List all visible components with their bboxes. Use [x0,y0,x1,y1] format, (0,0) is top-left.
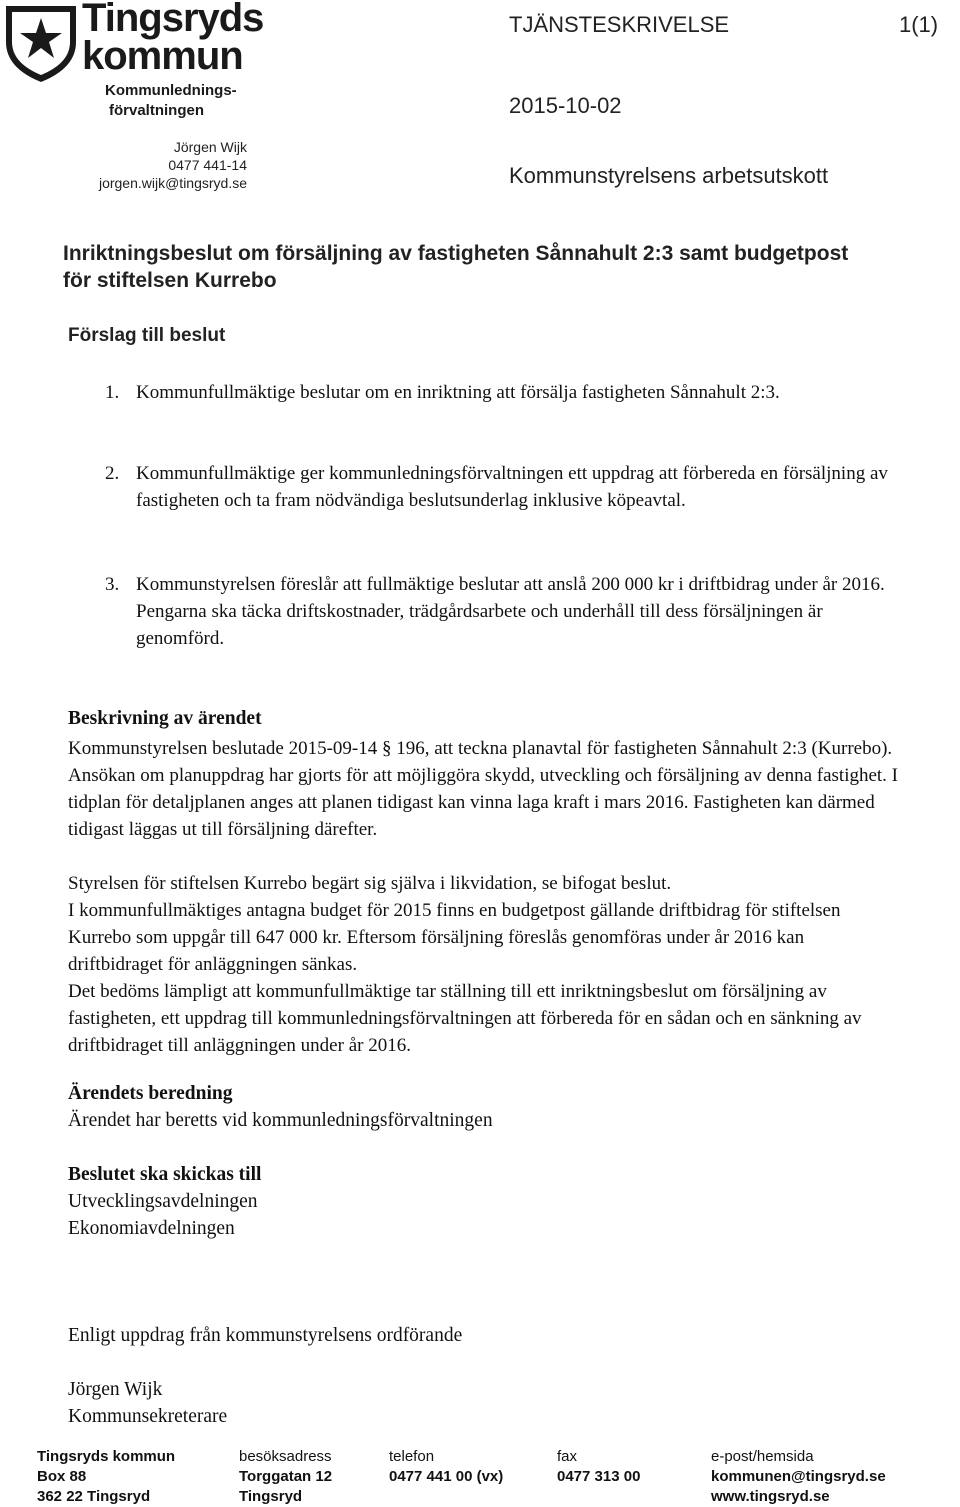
description-paragraph: Kommunstyrelsen beslutade 2015-09-14 § 196, att teckna planavtal för fastigheten Sånnahult 2:3 (Kurrebo). Ansökan om planuppdrag har gjorts för att möjliggöra skydd, utveckling och försäljning av denna fastighet. I tidplan för detaljplanen anges att planen tidigast kan vinna laga kraft i mars 2016. Fastigheten kan därmed tidigast läggas ut till försäljning därefter. [68,738,899,840]
proposal-item [105,571,900,652]
signature-role: Kommunsekreterare [68,1406,228,1427]
document-date: 2015-10-02 [509,93,622,118]
sender-name: Jörgen Wijk [173,139,247,155]
send-to-recipient: Ekonomiavdelningen [68,1218,235,1239]
logo-department-line2: förvaltningen [109,102,205,119]
footer-fax-label: fax [557,1448,578,1465]
proposal-item-text: Kommunfullmäktige beslutar om en inriktning att försälja fastigheten Sånnahult 2:3. [136,382,780,403]
footer-phone [389,1447,503,1487]
page-number: 1(1) [899,12,939,37]
logo-wordmark-line1: Tingsryds [82,0,264,40]
footer-visit-address [239,1447,332,1507]
signature-mandate: Enligt uppdrag från kommunstyrelsens ordförande [68,1325,463,1346]
coat-of-arms-icon [2,2,80,84]
send-to-heading: Beslutet ska skickas till [68,1164,262,1185]
send-to-recipient: Utvecklingsavdelningen [68,1191,258,1212]
proposal-item-text: Kommunfullmäktige ger kommunledningsförvaltningen ett uppdrag att förbereda en försäljning av fastigheten och ta fram nödvändiga beslutsunderlag inklusive köpeavtal. [136,463,888,511]
municipality-logo [2,0,264,122]
proposal-item [105,460,900,514]
footer-fax [557,1447,640,1487]
footer-visit-street: Torggatan 12 [239,1468,333,1485]
footer-phone-number: 0477 441 00 (vx) [389,1468,504,1485]
footer-visit-city: Tingsryd [239,1488,303,1505]
description-paragraph: I kommunfullmäktiges antagna budget för 2015 finns en budgetpost gällande driftbidrag för stiftelsen Kurrebo som uppgår till 647 000 kr. Eftersom försäljning föreslås genomföras under år 2016 kan driftbidraget för anläggningen sänkas. [68,900,841,975]
footer-website-link[interactable]: www.tingsryd.se [711,1488,830,1505]
footer-org-city: 362 22 Tingsryd [37,1488,151,1505]
recipient: Kommunstyrelsens arbetsutskott [509,163,829,188]
description-paragraph: Det bedöms lämpligt att kommunfullmäktige tar ställning till ett inriktningsbeslut om försäljning av fastigheten, ett uppdrag till kommunledningsförvaltningen att förbereda för en sådan och en sänkning av driftbidraget till anläggningen under år 2016. [68,981,862,1056]
document-type: TJÄNSTESKRIVELSE [509,12,730,37]
footer-organization [37,1447,175,1507]
footer-org-name: Tingsryds kommun [37,1448,176,1465]
logo-wordmark-line2: kommun [82,34,243,78]
signature-name: Jörgen Wijk [68,1379,163,1400]
preparation-heading: Ärendets beredning [68,1083,233,1104]
footer-org-box: Box 88 [37,1468,87,1485]
preparation-text: Ärendet har beretts vid kommunledningsförvaltningen [68,1110,493,1131]
proposal-item-number: 1. [105,382,120,403]
proposal-item [105,379,900,406]
footer-web [711,1447,886,1507]
proposal-heading: Förslag till beslut [68,325,226,346]
footer-visit-label: besöksadress [239,1448,332,1465]
proposal-item-text: Kommunstyrelsen föreslår att fullmäktige beslutar att anslå 200 000 kr i driftbidrag under år 2016. Pengarna ska täcka driftskostnader, trädgårdsarbete och underhåll till dess försäljningen är genomförd. [136,574,885,649]
description-paragraph: Styrelsen för stiftelsen Kurrebo begärt sig själva i likvidation, se bifogat beslut. [68,873,672,894]
document-title: Inriktningsbeslut om försäljning av fastigheten Sånnahult 2:3 samt budgetpost för stiftelsen Kurrebo [63,242,849,292]
sender-phone: 0477 441-14 [168,157,247,173]
description-heading: Beskrivning av ärendet [68,708,262,729]
logo-department-line1: Kommunlednings- [105,82,237,99]
footer-phone-label: telefon [389,1448,435,1465]
footer-web-label: e-post/hemsida [711,1448,814,1465]
proposal-item-number: 3. [105,574,120,595]
sender-email: jorgen.wijk@tingsryd.se [98,175,247,191]
proposal-item-number: 2. [105,463,120,484]
footer-fax-number: 0477 313 00 [557,1468,641,1485]
footer-email-link[interactable]: kommunen@tingsryd.se [711,1468,886,1485]
